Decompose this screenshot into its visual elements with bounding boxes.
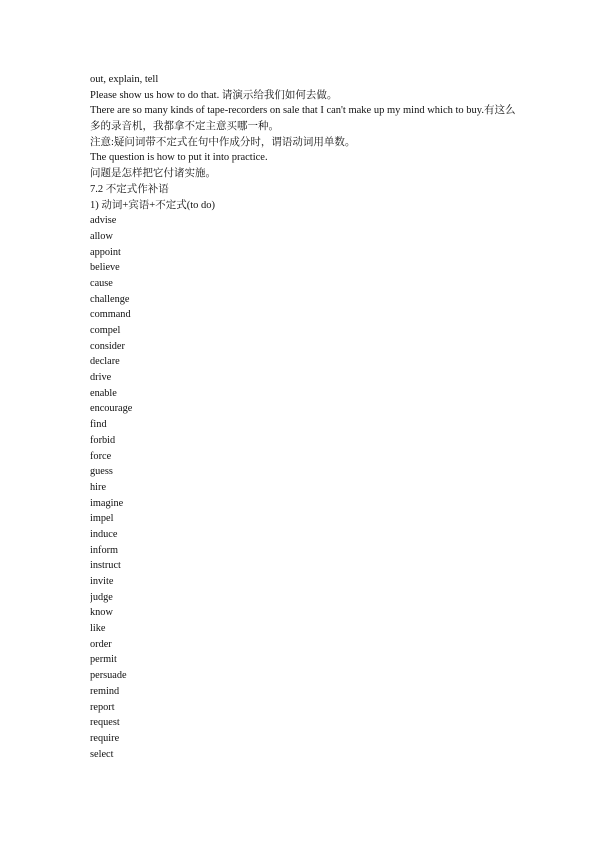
list-item: declare [90, 356, 120, 368]
subsection-heading: 1) 动词+宾语+不定式(to do) [90, 199, 215, 211]
list-item: like [90, 623, 106, 635]
list-item: encourage [90, 403, 133, 415]
list-item: impel [90, 513, 114, 525]
list-item: command [90, 309, 131, 321]
example-sentence: Please show us how to do that. 请演示给我们如何去做。 [90, 89, 338, 101]
list-item: permit [90, 654, 117, 666]
list-item: remind [90, 685, 120, 697]
usage-note: 注意:疑问词带不定式在句中作成分时，谓语动词用单数。 [90, 136, 356, 148]
list-item: select [90, 748, 114, 760]
list-item: appoint [90, 246, 121, 258]
list-item: consider [90, 340, 125, 352]
list-item: persuade [90, 670, 127, 682]
example-sentence: There are so many kinds of tape-recorders on sale that I can't make up my mind which to buy.有这么多的录音机，我都拿不定主意买哪一种。 [90, 105, 516, 133]
list-item: compel [90, 325, 121, 337]
list-item: find [90, 419, 107, 431]
list-item: require [90, 732, 120, 744]
list-item: induce [90, 528, 118, 540]
list-item: cause [90, 277, 113, 289]
list-item: invite [90, 576, 114, 588]
list-item: judge [90, 591, 113, 603]
verb-list [90, 213, 520, 762]
list-item: report [90, 701, 115, 713]
list-item: order [90, 638, 112, 650]
list-item: allow [90, 230, 113, 242]
list-item: hire [90, 481, 107, 493]
list-item: forbid [90, 434, 116, 446]
list-item: request [90, 717, 120, 729]
list-item: know [90, 607, 113, 619]
verb-list-continued: out, explain, tell [90, 74, 159, 85]
example-sentence: The question is how to put it into practice. [90, 152, 268, 164]
list-item: guess [90, 466, 113, 478]
list-item: enable [90, 387, 117, 399]
example-translation: 问题是怎样把它付诸实施。 [90, 168, 216, 180]
list-item: imagine [90, 497, 124, 509]
list-item: instruct [90, 560, 121, 572]
list-item: inform [90, 544, 119, 556]
list-item: drive [90, 372, 112, 384]
list-item: advise [90, 215, 117, 227]
section-heading: 7.2 不定式作补语 [90, 183, 169, 195]
document-page [90, 72, 520, 762]
list-item: challenge [90, 293, 130, 305]
list-item: force [90, 450, 112, 462]
list-item: believe [90, 262, 120, 274]
